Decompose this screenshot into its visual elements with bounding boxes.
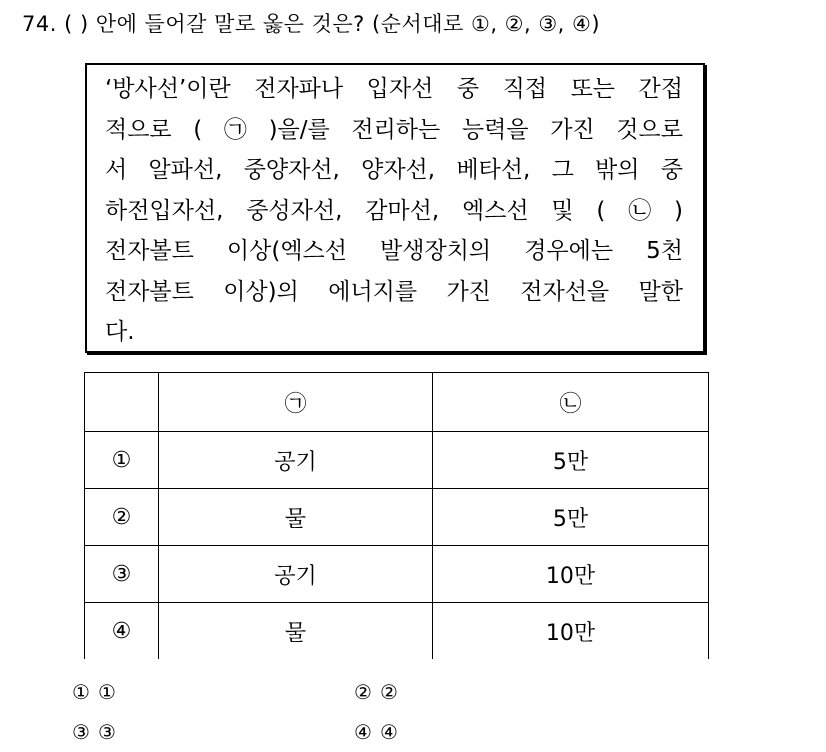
table-row xyxy=(85,489,709,546)
passage-word: 전자볼트 xyxy=(105,238,194,264)
passage-word: 양자선, xyxy=(361,157,436,183)
blank-a-cell: 물 xyxy=(159,603,433,660)
passage-word: ㉡ xyxy=(628,197,652,224)
answer-text: ③ xyxy=(97,720,116,744)
answer-text: ① xyxy=(97,680,116,704)
passage-line xyxy=(105,150,683,191)
question-title: 74. ( ) 안에 들어갈 말로 옳은 것은? (순서대로 ①, ②, ③, ④) xyxy=(22,12,601,36)
row-number-cell: ④ xyxy=(85,603,159,660)
passage-word: 능력을 xyxy=(461,116,529,143)
passage-box xyxy=(85,63,705,353)
blank-b-cell: 10만 xyxy=(433,546,709,603)
passage-line xyxy=(105,191,683,232)
passage-word: 또는 xyxy=(570,76,615,102)
choice-table xyxy=(84,372,709,659)
answer-row xyxy=(72,712,772,752)
passage-word: 간접 xyxy=(638,76,683,102)
passage-word: 입자선 xyxy=(366,76,434,102)
passage-word: 베타선, xyxy=(456,157,531,183)
passage-word: 엑스선 xyxy=(461,197,529,224)
answer-mark: ④ xyxy=(354,720,372,744)
passage-word: 중 xyxy=(456,76,480,102)
row-number-cell: ③ xyxy=(85,546,159,603)
blank-b-cell: 5만 xyxy=(433,489,709,546)
table-row xyxy=(85,432,709,489)
passage-line xyxy=(105,272,683,313)
passage-line xyxy=(105,110,683,151)
passage-word: ( xyxy=(596,197,606,224)
blank-a-cell: 공기 xyxy=(159,546,433,603)
table-header-row xyxy=(85,373,709,432)
blank-b-cell: 10만 xyxy=(433,603,709,660)
passage-word: 중 xyxy=(660,157,683,183)
passage-word: 가진 xyxy=(446,278,491,305)
passage-word: 5천 xyxy=(646,238,683,264)
passage-line xyxy=(105,231,683,272)
answer-text: ② xyxy=(379,680,398,704)
passage-word: 직접 xyxy=(502,76,548,102)
passage-word: 전자볼트 xyxy=(105,278,194,305)
answer-option-2[interactable] xyxy=(354,680,636,704)
passage-word: 전자선을 xyxy=(520,278,610,305)
passage-line xyxy=(105,69,683,110)
passage-word: 감마선, xyxy=(365,197,440,224)
passage-word: 서 xyxy=(105,157,128,183)
blank-a-cell: 공기 xyxy=(159,432,433,489)
passage-word: 말한 xyxy=(638,278,683,305)
row-number-cell: ① xyxy=(85,432,159,489)
passage-word: 이상(엑스선 xyxy=(226,238,347,264)
answer-option-4[interactable] xyxy=(354,720,636,744)
passage-word: 전리하는 xyxy=(351,116,441,143)
blank-a-cell: 물 xyxy=(159,489,433,546)
table-row xyxy=(85,603,709,660)
row-number-cell: ② xyxy=(85,489,159,546)
passage-word: ‘방사선’이란 xyxy=(105,76,231,102)
passage-word: 중양자선, xyxy=(243,157,340,183)
answer-options xyxy=(72,672,772,752)
passage-word: ) xyxy=(674,197,683,224)
passage-word: )을/를 xyxy=(268,116,330,143)
passage-word: 가진 xyxy=(550,116,595,143)
passage-word: 밖의 xyxy=(595,157,640,183)
passage-word: 하전입자선, xyxy=(105,197,224,224)
answer-mark: ② xyxy=(354,680,372,704)
passage-word: 적으로 xyxy=(105,116,172,143)
blank-b-cell: 5만 xyxy=(433,432,709,489)
answer-option-1[interactable] xyxy=(72,680,354,704)
answer-row xyxy=(72,672,772,712)
passage-word: ㉠ xyxy=(223,116,247,143)
passage-word: 알파선, xyxy=(148,157,223,183)
passage-word: 이상)의 xyxy=(223,278,299,305)
passage-word: 발생장치의 xyxy=(380,238,492,264)
passage-line xyxy=(105,312,683,353)
passage-word: 에너지를 xyxy=(328,278,418,305)
header-cell-blank-b: ㉡ xyxy=(433,373,709,432)
passage-word: ( xyxy=(193,116,203,143)
answer-option-3[interactable] xyxy=(72,720,354,744)
table-row xyxy=(85,546,709,603)
passage-word: 경우에는 xyxy=(524,238,614,264)
passage-word: 전자파나 xyxy=(254,76,344,102)
passage-word: 다. xyxy=(105,319,135,345)
passage-word: 그 xyxy=(551,157,574,183)
passage-word: 것으로 xyxy=(616,116,683,143)
header-cell-empty xyxy=(85,373,159,432)
header-cell-blank-a: ㉠ xyxy=(159,373,433,432)
passage-word: 중성자선, xyxy=(246,197,343,224)
answer-mark: ① xyxy=(72,680,90,704)
answer-text: ④ xyxy=(379,720,398,744)
passage-word: 및 xyxy=(551,197,574,224)
answer-mark: ③ xyxy=(72,720,90,744)
